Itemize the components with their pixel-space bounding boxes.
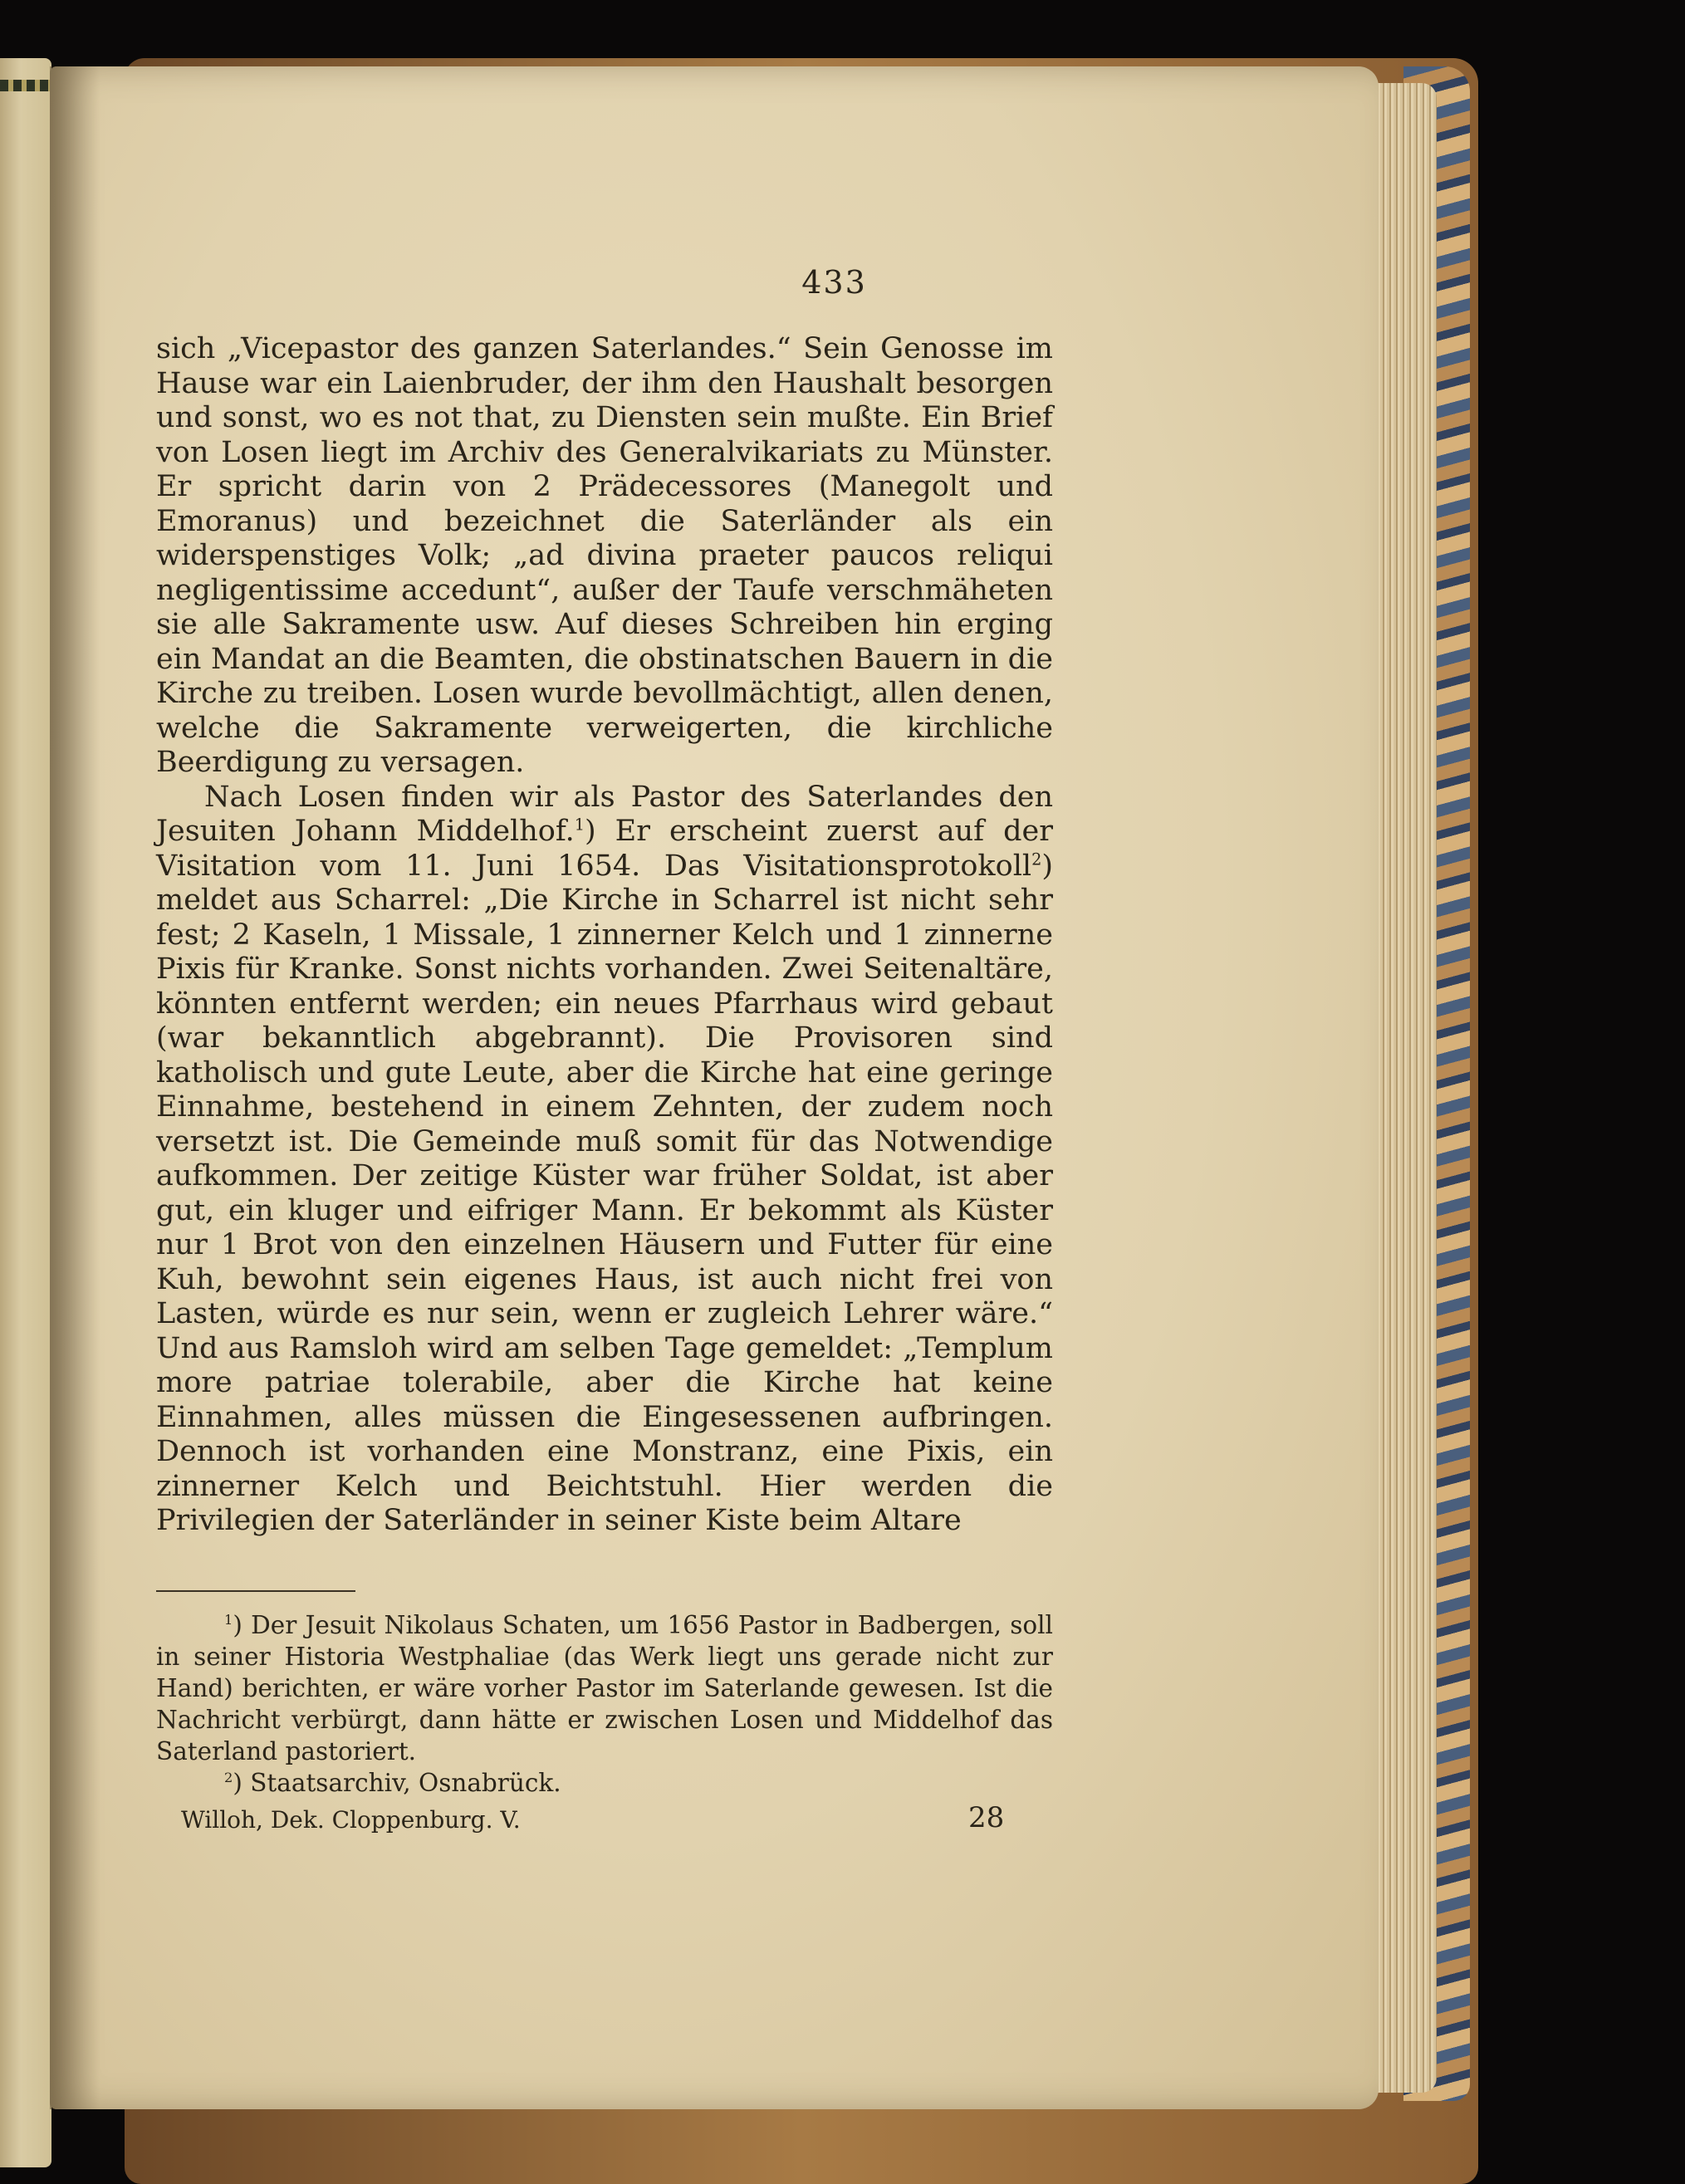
paragraph-2-part-2: ) Er erscheint zuerst auf der Visitation vom 11. Juni 1654. Das Visitationsprotokoll bbox=[156, 815, 1053, 883]
footnote-ref-2: 2 bbox=[1031, 849, 1042, 869]
page-footer bbox=[181, 1801, 1011, 1834]
paragraph-2-part-1: Nach Losen finden wir als Pastor des Saterlandes den Jesuiten Johann Middelhof. bbox=[156, 780, 1053, 848]
paragraph-2-part-3: ) meldet aus Scharrel: „Die Kirche in Scharrel ist nicht sehr fest; 2 Kaseln, 1 Missale, 1 zinnerner Kelch und 1 zinnerne Pixis für Kranke. Sonst nichts vorhanden. Zwei Seitenaltäre, könnten entfernt werden; ein neues Pfarrhaus wird gebaut (war bekanntlich abgebrannt). Die Provisoren sind katholisch und gute Leute, aber die Kirche hat eine geringe Einnahme, bestehend in einem Zehnten, der zudem noch versetzt ist. Die Gemeinde muß somit für das Notwendige aufkommen. Der zeitige Küster war früher Soldat, ist aber gut, ein kluger und eifriger Mann. Er bekommt als Küster nur 1 Brot von den einzelnen Häusern und Futter für eine Kuh, bewohnt sein eigenes Haus, ist auch nicht frei von Lasten, würde es nur sein, wenn er zugleich Lehrer wäre.“ Und aus Ramsloh wird am selben Tage gemeldet: „Templum more patriae tolerabile, aber die Kirche hat keine Einnahmen, alles müssen die Eingesessenen aufbringen. Dennoch ist vorhanden eine Monstranz, eine Pixis, ein zinnerner Kelch und Beichtstuhl. Hier werden die Privilegien der Saterländer in seiner Kiste beim Altare bbox=[156, 849, 1053, 1537]
body-text bbox=[156, 332, 1053, 1539]
footnote-1-marker: 1 bbox=[224, 1612, 233, 1628]
footnote-2-text: ) Staatsarchiv, Osnabrück. bbox=[233, 1769, 561, 1797]
footnote-ref-1: 1 bbox=[574, 815, 585, 835]
gutter-shadow bbox=[50, 66, 100, 2109]
footnote-2-marker: 2 bbox=[224, 1770, 233, 1786]
page-number: 433 bbox=[801, 264, 867, 301]
footnote-1-text: ) Der Jesuit Nikolaus Schaten, um 1656 Pastor in Badbergen, soll in seiner Historia Westphaliae (das Werk liegt uns gerade nicht zur Hand) berichten, er wäre vorher Pastor im Saterlande gewesen. Ist die Nachricht verbürgt, dann hätte er zwischen Losen und Middelhof das Saterland pastoriert. bbox=[156, 1611, 1053, 1765]
paragraph-2 bbox=[156, 781, 1053, 1539]
footnote-1 bbox=[156, 1609, 1053, 1767]
footnote-2 bbox=[156, 1767, 1053, 1799]
footer-title: Willoh, Dek. Cloppenburg. V. bbox=[181, 1806, 521, 1834]
left-page-edge bbox=[0, 58, 51, 2167]
footnotes bbox=[156, 1609, 1053, 1799]
footnote-rule bbox=[156, 1590, 355, 1592]
footer-signature: 28 bbox=[968, 1801, 1005, 1834]
paragraph-1: sich „Vicepastor des ganzen Saterlandes.“ Sein Genosse im Hause war ein Laienbruder, der ihm den Haushalt besorgen und sonst, wo es not that, zu Diensten sein mußte. Ein Brief von Losen liegt im Archiv des Generalvikariats zu Münster. Er spricht darin von 2 Prädecessores (Manegolt und Emoranus) und bezeichnet die Saterländer als ein widerspenstiges Volk; „ad divina praeter paucos reliqui negligentissime accedunt“, außer der Taufe verschmäheten sie alle Sakramente usw. Auf dieses Schreiben hin erging ein Mandat an die Beamten, die obstinatschen Bauern in die Kirche zu treiben. Losen wurde bevollmächtigt, allen denen, welche die Sakramente verweigerten, die kirchliche Beerdigung zu versagen. bbox=[156, 332, 1053, 779]
left-page-strip bbox=[0, 80, 51, 91]
